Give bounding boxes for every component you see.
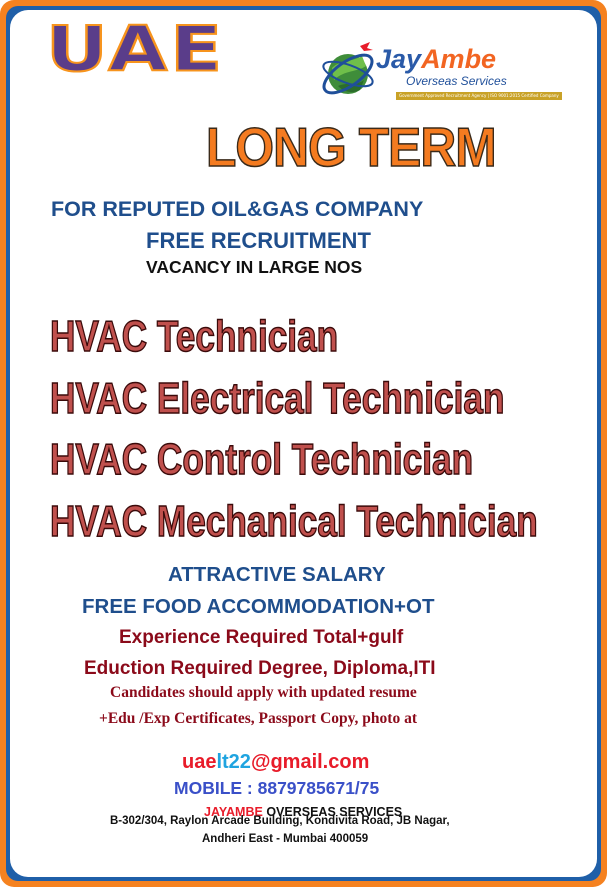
company-logo — [318, 38, 562, 110]
salary-line: ATTRACTIVE SALARY — [168, 563, 386, 586]
client-line: FOR REPUTED OIL&GAS COMPANY — [51, 197, 424, 221]
position-hvac-control-technician: HVAC Control Technician — [50, 435, 474, 484]
address-line-2: Andheri East - Mumbai 400059 — [202, 833, 369, 845]
company-name-rest: OVERSEAS SERVICES — [262, 805, 403, 819]
term-heading: LONG TERM — [206, 116, 496, 179]
perks-line: FREE FOOD ACCOMMODATION+OT — [82, 595, 435, 618]
position-hvac-electrical-technician: HVAC Electrical Technician — [50, 374, 505, 423]
position-hvac-mechanical-technician: HVAC Mechanical Technician — [50, 497, 538, 546]
logo-ambe: Ambe — [421, 44, 497, 74]
logo-subtitle: Overseas Services — [406, 74, 507, 88]
globe-icon — [318, 38, 378, 104]
email-domain: @gmail.com — [250, 751, 370, 773]
apply-instruction-line-2: +Edu /Exp Certificates, Passport Copy, photo at — [99, 710, 417, 727]
contact-mobile: MOBILE : 8879785671/75 — [174, 778, 380, 798]
experience-line: Experience Required Total+gulf — [119, 627, 404, 648]
email-prefix: uae — [182, 751, 217, 773]
education-line: Eduction Required Degree, Diploma,ITI — [84, 658, 436, 679]
company-name-ambe: AMBE — [226, 805, 263, 819]
logo-certification-strip: Government Approved Recruitment Agency | ISO 9001:2015 Certified Company — [396, 92, 562, 100]
company-name-jay: JAY — [204, 805, 227, 819]
apply-instruction-line-1: Candidates should apply with updated resume — [110, 684, 417, 701]
contact-email[interactable] — [182, 752, 369, 772]
country-heading: UAE — [46, 12, 226, 86]
logo-jay: Jay — [376, 44, 422, 74]
recruitment-line: FREE RECRUITMENT — [146, 228, 371, 253]
logo-wordmark — [376, 46, 496, 73]
email-highlight: lt22 — [216, 751, 251, 773]
poster-body — [10, 10, 597, 877]
position-hvac-technician: HVAC Technician — [50, 312, 339, 361]
vacancy-line: VACANCY IN LARGE NOS — [146, 257, 363, 277]
address-line-1: B-302/304, Raylon Arcade Building, Kondivita Road, JB Nagar, — [110, 815, 450, 827]
